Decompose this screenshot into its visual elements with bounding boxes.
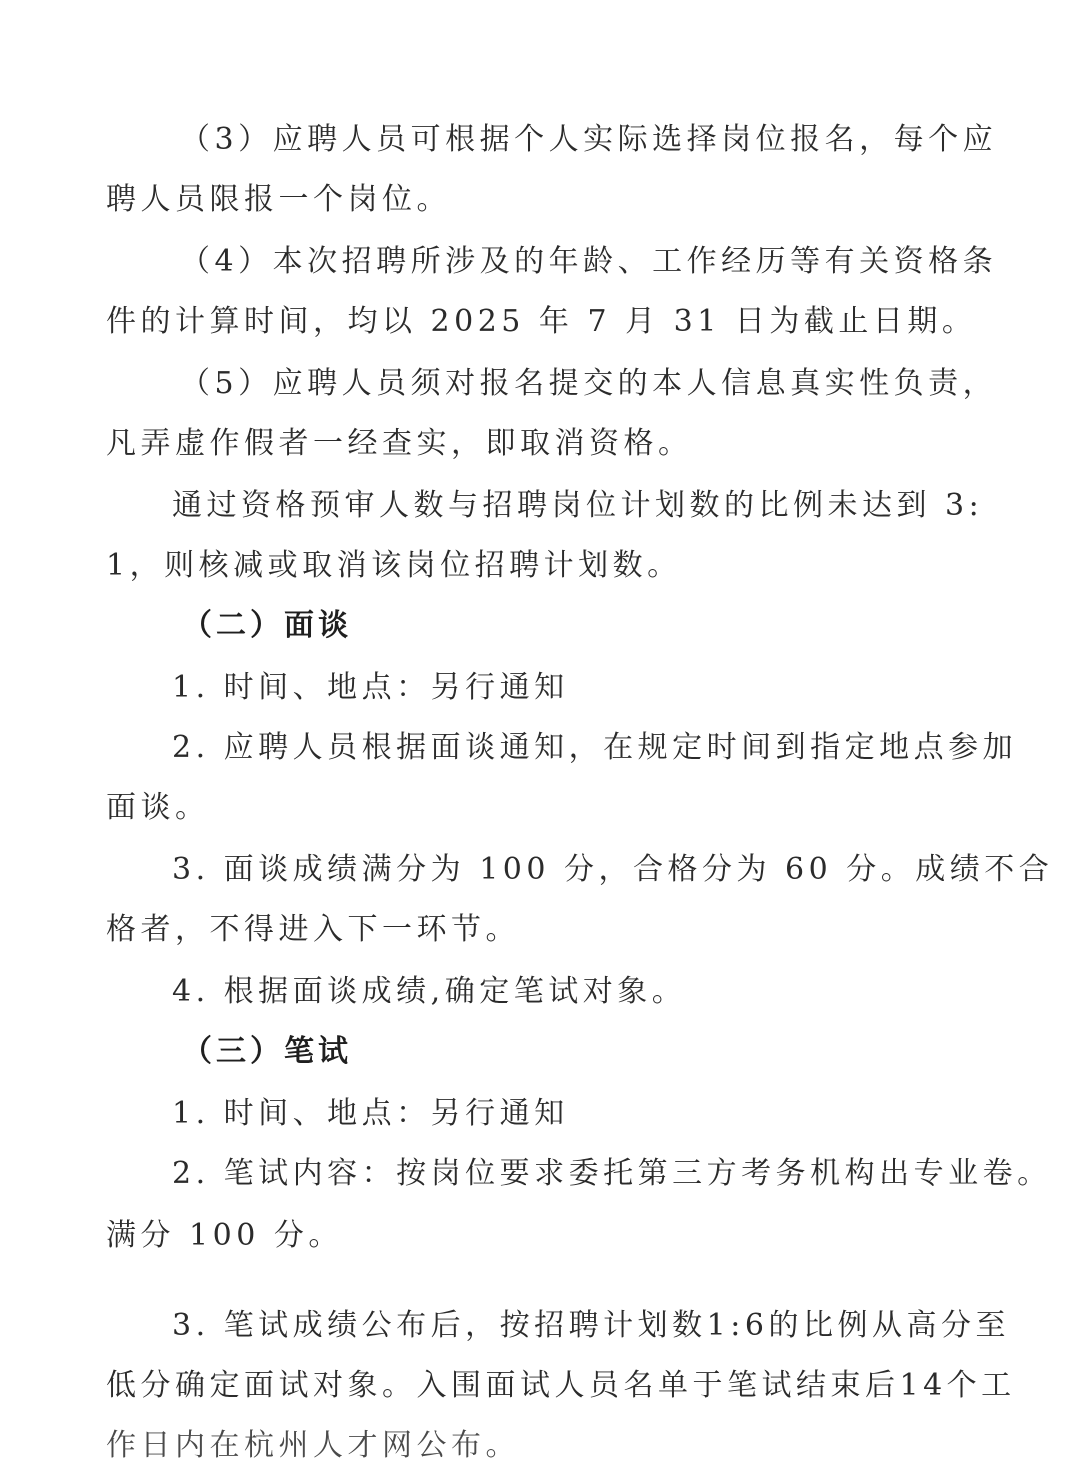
ratio-paragraph-line-1: 通过资格预审人数与招聘岗位计划数的比例未达到 3: (172, 488, 984, 523)
written-test-item-2-line-1: 2. 笔试内容：按岗位要求委托第三方考务机构出专业卷。 (172, 1156, 1052, 1191)
written-test-item-3-line-3: 作日内在杭州人才网公布。 (106, 1428, 520, 1463)
interview-item-2-line-1: 2. 应聘人员根据面谈通知，在规定时间到指定地点参加 (172, 730, 1018, 765)
written-test-item-3-line-1: 3. 笔试成绩公布后，按招聘计划数1:6的比例从高分至 (172, 1308, 1010, 1343)
section-heading-interview: （二）面谈 (182, 608, 352, 643)
paragraph-3-line-2: 聘人员限报一个岗位。 (106, 182, 451, 217)
paragraph-5-line-2: 凡弄虚作假者一经查实，即取消资格。 (106, 426, 693, 461)
paragraph-4-line-2: 件的计算时间，均以 2025 年 7 月 31 日为截止日期。 (106, 304, 977, 339)
interview-item-2-line-2: 面谈。 (106, 790, 210, 825)
interview-item-1: 1. 时间、地点：另行通知 (172, 670, 569, 705)
written-test-item-3-line-2: 低分确定面试对象。入围面试人员名单于笔试结束后14个工 (106, 1368, 1016, 1403)
ratio-paragraph-line-2: 1，则核减或取消该岗位招聘计划数。 (106, 548, 682, 583)
written-test-item-1: 1. 时间、地点：另行通知 (172, 1096, 569, 1131)
paragraph-3-line-1: （3）应聘人员可根据个人实际选择岗位报名，每个应 (180, 122, 998, 157)
paragraph-4-line-1: （4）本次招聘所涉及的年龄、工作经历等有关资格条 (180, 244, 998, 279)
interview-item-3-line-2: 格者，不得进入下一环节。 (106, 912, 520, 947)
interview-item-3-line-1: 3. 面谈成绩满分为 100 分，合格分为 60 分。成绩不合 (172, 852, 1054, 887)
section-heading-written-test: （三）笔试 (182, 1034, 352, 1069)
interview-item-4: 4. 根据面谈成绩,确定笔试对象。 (172, 974, 687, 1009)
written-test-item-2-line-2: 满分 100 分。 (106, 1218, 343, 1253)
paragraph-5-line-1: （5）应聘人员须对报名提交的本人信息真实性负责， (180, 366, 998, 401)
